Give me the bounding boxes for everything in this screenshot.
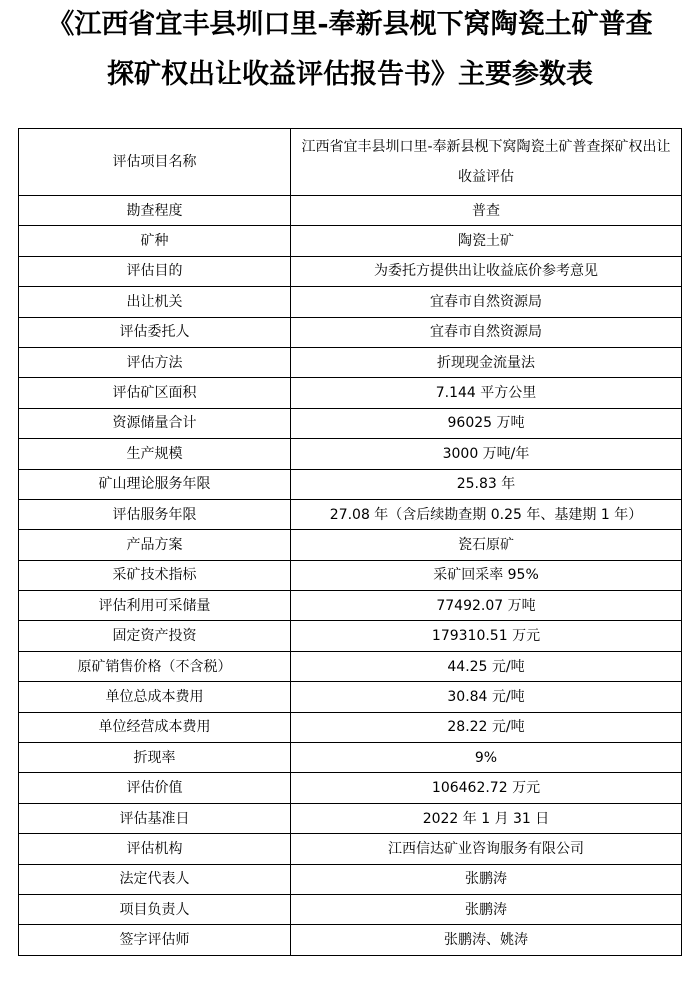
parameter-label: 采矿技术指标 [19,560,291,590]
parameter-table [18,128,682,956]
parameter-value: 张鹏涛、姚涛 [291,925,682,955]
parameter-value: 27.08 年（含后续勘查期 0.25 年、基建期 1 年） [291,499,682,529]
parameter-label: 评估价值 [19,773,291,803]
parameter-label: 资源储量合计 [19,408,291,438]
parameter-value: 江西省宜丰县圳口里-奉新县枧下窝陶瓷土矿普查探矿权出让收益评估 [291,129,682,196]
parameter-label: 项目负责人 [19,894,291,924]
table-row [19,256,682,286]
parameter-label: 生产规模 [19,439,291,469]
table-row [19,651,682,681]
parameter-value: 9% [291,743,682,773]
parameter-value: 96025 万吨 [291,408,682,438]
document-title-line-2: 探矿权出让收益评估报告书》主要参数表 [107,59,593,90]
parameter-value: 77492.07 万吨 [291,591,682,621]
parameter-label: 评估项目名称 [19,129,291,196]
parameter-value: 106462.72 万元 [291,773,682,803]
parameter-label: 单位总成本费用 [19,682,291,712]
table-row [19,129,682,196]
table-row [19,317,682,347]
parameter-label: 原矿销售价格（不含税） [19,651,291,681]
parameter-label: 矿种 [19,226,291,256]
parameter-value: 2022 年 1 月 31 日 [291,803,682,833]
parameter-label: 评估服务年限 [19,499,291,529]
parameter-value: 瓷石原矿 [291,530,682,560]
parameter-value: 采矿回采率 95% [291,560,682,590]
parameter-label: 法定代表人 [19,864,291,894]
table-row [19,894,682,924]
parameter-value: 3000 万吨/年 [291,439,682,469]
parameter-label: 产品方案 [19,530,291,560]
parameter-value: 25.83 年 [291,469,682,499]
table-row [19,621,682,651]
table-row [19,834,682,864]
table-row [19,408,682,438]
parameter-value: 宜春市自然资源局 [291,287,682,317]
parameter-label: 评估矿区面积 [19,378,291,408]
parameter-label: 固定资产投资 [19,621,291,651]
table-row [19,743,682,773]
parameter-label: 矿山理论服务年限 [19,469,291,499]
parameter-label: 签字评估师 [19,925,291,955]
table-row [19,803,682,833]
parameter-label: 评估利用可采储量 [19,591,291,621]
parameter-table-body [19,129,682,956]
parameter-label: 评估机构 [19,834,291,864]
table-row [19,347,682,377]
parameter-value: 为委托方提供出让收益底价参考意见 [291,256,682,286]
parameter-label: 单位经营成本费用 [19,712,291,742]
table-row [19,378,682,408]
table-row [19,196,682,226]
table-row [19,469,682,499]
table-row [19,773,682,803]
parameter-label: 出让机关 [19,287,291,317]
parameter-value: 陶瓷土矿 [291,226,682,256]
table-row [19,226,682,256]
table-row [19,560,682,590]
parameter-value: 江西信达矿业咨询服务有限公司 [291,834,682,864]
parameter-value: 折现现金流量法 [291,347,682,377]
parameter-value: 张鹏涛 [291,894,682,924]
table-row [19,864,682,894]
table-row [19,925,682,955]
parameter-label: 折现率 [19,743,291,773]
parameter-value: 普查 [291,196,682,226]
document-title-line-1: 《江西省宜丰县圳口里-奉新县枧下窝陶瓷土矿普查 [47,9,653,40]
table-row [19,530,682,560]
parameter-value: 7.144 平方公里 [291,378,682,408]
table-row [19,287,682,317]
parameter-value: 179310.51 万元 [291,621,682,651]
parameter-label: 评估委托人 [19,317,291,347]
parameter-value: 张鹏涛 [291,864,682,894]
table-row [19,499,682,529]
table-row [19,712,682,742]
parameter-value: 28.22 元/吨 [291,712,682,742]
parameter-value: 30.84 元/吨 [291,682,682,712]
parameter-label: 评估方法 [19,347,291,377]
table-row [19,682,682,712]
parameter-label: 评估基准日 [19,803,291,833]
parameter-label: 评估目的 [19,256,291,286]
parameter-value: 44.25 元/吨 [291,651,682,681]
table-row [19,591,682,621]
parameter-label: 勘查程度 [19,196,291,226]
table-row [19,439,682,469]
parameter-value: 宜春市自然资源局 [291,317,682,347]
